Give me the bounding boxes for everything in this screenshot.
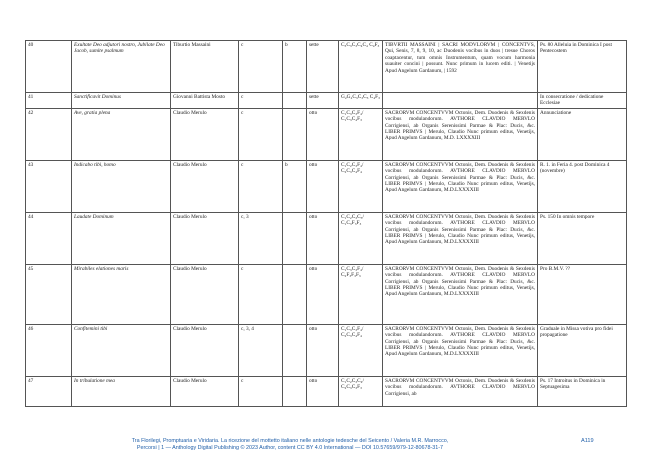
voice-count: sette [307,41,339,93]
source-print: SACRORVM CONCENTVVM Octonis, Dem. Duodenis & Sexdenis vocibus modulandorum. AVTHORE CLAVDIO MERVLO Corrigiensi, ab Organis Serenissimi Parmae & Plac: Ducis, &c. LIBER PRIMVS | Merulo, Claudio Nunc primum editus, Venetijs, Apud Angelum Gardanum, M.D.LXXXXIII [383,212,538,264]
catalog-table [25,40,627,407]
clef-info: c [239,41,283,93]
key-signature [283,108,307,160]
liturgical-occasion: Annunciatione [538,108,627,160]
source-print: SACRORVM CONCENTVVM Octonis, Dem. Duodenis & Sexdenis vocibus modulandorum. AVTHORE CLAVDIO MERVLO Corrigiensi, ab Organis Serenissimi Parmae & Plac: Ducis, &c. LIBER PRIMVS | Merulo, Claudio Nunc primum editus, Venetijs, Apud Angelum Gardanum, M.D.LXXXXIII [383,264,538,324]
composer-name: Claudio Merulo [171,160,239,212]
key-signature: b [283,160,307,212]
composer-name: Claudio Merulo [171,264,239,324]
liturgical-occasion: R. 1. in Feria 4. post Dominica 4 (novembre) [538,160,627,212]
key-signature: b [283,41,307,93]
composer-name: Claudio Merulo [171,108,239,160]
voice-count: sette [307,93,339,109]
table-row [26,41,627,93]
voice-ranges: C₁C₃C₃F₄/ C₁C₃C₄F₃ [339,108,383,160]
voice-ranges: C₁C₂C₃C₄/ C₂C₃C₃F₃ [339,376,383,406]
motet-title: Laudate Dominum [72,212,171,264]
composer-name: Tiburtio Massaini [171,41,239,93]
voice-ranges: C₁C₃C₃F₄/ C₂C₃C₄F₄ [339,324,383,376]
composer-name: Claudio Merulo [171,376,239,406]
table-row [26,212,627,264]
clef-info: c [239,160,283,212]
source-print: TIBVRTII MASSAINI | SACRI MODVLORVM | CONCENTVS, Qui, Senis, 7, 8, 9, 10, ac Duodenis vocibus in duos | tresue Choros coaptacentur, tum omnis Instrumentum, quam vocum harmonia suauiter concini | possunt. Nunc primum in lucem editi. | Venetijs Apud Angelum Gardanum, | 1592 [383,41,538,93]
table-row [26,160,627,212]
voice-ranges: C₁C₂C₃C₃/ C₁C₃F₃F₃ [339,212,383,264]
liturgical-occasion: Pro B.M.V. ?? [538,264,627,324]
entry-number: 40 [26,41,72,93]
clef-info: c [239,376,283,406]
motet-title: Ave, gratia plena [72,108,171,160]
composer-name: Claudio Merulo [171,324,239,376]
entry-number: 44 [26,212,72,264]
clef-info: c [239,264,283,324]
entry-number: 42 [26,108,72,160]
voice-count: otto [307,324,339,376]
source-print: SACRORVM CONCENTVVM Octonis, Dem. Duodenis & Sexdenis vocibus modulandorum. AVTHORE CLAVDIO MERVLO Corrigiensi, ab Organis Serenissimi Parmae & Plac: Ducis, &c. LIBER PRIMVS | Merulo, Claudio Nunc primum editus, Venetijs, Apud Angelum Gardanum, M.D.LXXXXIII [383,324,538,376]
clef-info: c [239,93,283,109]
voice-ranges: C₁C₃C₃F₄/ C₂F₃F₃F₃ [339,264,383,324]
entry-number: 46 [26,324,72,376]
motet-title: Mirabiles elationes maris [72,264,171,324]
voice-count: otto [307,160,339,212]
voice-ranges: C₃C₃C₃C₄C₄ C₄F₃ [339,41,383,93]
key-signature [283,324,307,376]
table-row [26,324,627,376]
clef-info: c [239,108,283,160]
key-signature [283,93,307,109]
composer-name: Claudio Merulo [171,212,239,264]
table-row [26,108,627,160]
footer-citation: Tra Florilegi, Promptuaria e Viridaria. La ricezione del mottetto italiano nelle antologie tedesche del Seicento / Valeria M.R. Marrocco, [131,438,449,444]
motet-title: Confitemini tibi [72,324,171,376]
liturgical-occasion: Ps. 17 Introitus in Dominica in Septuagesima [538,376,627,406]
clef-info: c, 3, 4 [239,324,283,376]
page-number: A119 [581,438,594,444]
voice-ranges: C₁C₂C₃F₄/ C₂C₃C₄F₄ [339,160,383,212]
motet-title: Exultate Deo adjutori nostro, Jubilate Deo Jacob, sumite psalmum [72,41,171,93]
entry-number: 43 [26,160,72,212]
composer-name: Giovanni Battista Mosto [171,93,239,109]
voice-ranges: G₂G₂C₃C₃C₃ C₄F₃ [339,93,383,109]
voice-count: otto [307,264,339,324]
liturgical-occasion: Graduale in Missa votiva pro fidei propagatione [538,324,627,376]
source-print: SACRORVM CONCENTVVM Octonis, Dem. Duodenis & Sexdenis vocibus modulandorum. AVTHORE CLAVDIO MERVLO Corrigiensi, ab Organis Serenissimi Parmae & Plac: Ducis, &c. LIBER PRIMVS | Merulo, Claudio Nunc primum editus, Venetijs, Apud Angelum Gardanum, M.D.LXXXXIII [383,160,538,212]
key-signature [283,212,307,264]
entry-number: 47 [26,376,72,406]
source-print [383,93,538,109]
voice-count: otto [307,212,339,264]
entry-number: 45 [26,264,72,324]
key-signature [283,264,307,324]
key-signature [283,376,307,406]
voice-count: otto [307,108,339,160]
motet-title: In tribulatione mea [72,376,171,406]
page-footer [40,438,540,452]
table-row [26,376,627,406]
motet-title: Sanctificavit Dominus [72,93,171,109]
entry-number: 41 [26,93,72,109]
liturgical-occasion: In consecratione / dedicatione Ecclesiae [538,93,627,109]
voice-count: otto [307,376,339,406]
clef-info: c, 3 [239,212,283,264]
liturgical-occasion: Ps. 150 In omnis tempore [538,212,627,264]
source-print: SACRORVM CONCENTVVM Octonis, Dem. Duodenis & Sexdenis vocibus modulandorum. AVTHORE CLAVDIO MERVLO Corrigiensi, ab [383,376,538,406]
table-row [26,264,627,324]
motet-title: Indicabo tibi, homo [72,160,171,212]
footer-license: Percorsi | 1 — Anthology Digital Publishing © 2023 Author, content CC BY 4.0 International — DOI 10.57659/979-12-80678-31-7 [136,445,444,452]
source-print: SACRORVM CONCENTVVM Octonis, Dem. Duodenis & Sexdenis vocibus modulandorum. AVTHORE CLAVDIO MERVLO Corrigiensi, ab Organis Serenissimi Parmae & Plac: Ducis, &c. LIBER PRIMVS | Merulo, Claudio Nunc primum editus, Venetijs, Apud Angelum Gardanum, M.D. LXXXXIII [383,108,538,160]
table-row [26,93,627,109]
liturgical-occasion: Ps. 80 Alleluia in Dominica I post Pentecostem [538,41,627,93]
